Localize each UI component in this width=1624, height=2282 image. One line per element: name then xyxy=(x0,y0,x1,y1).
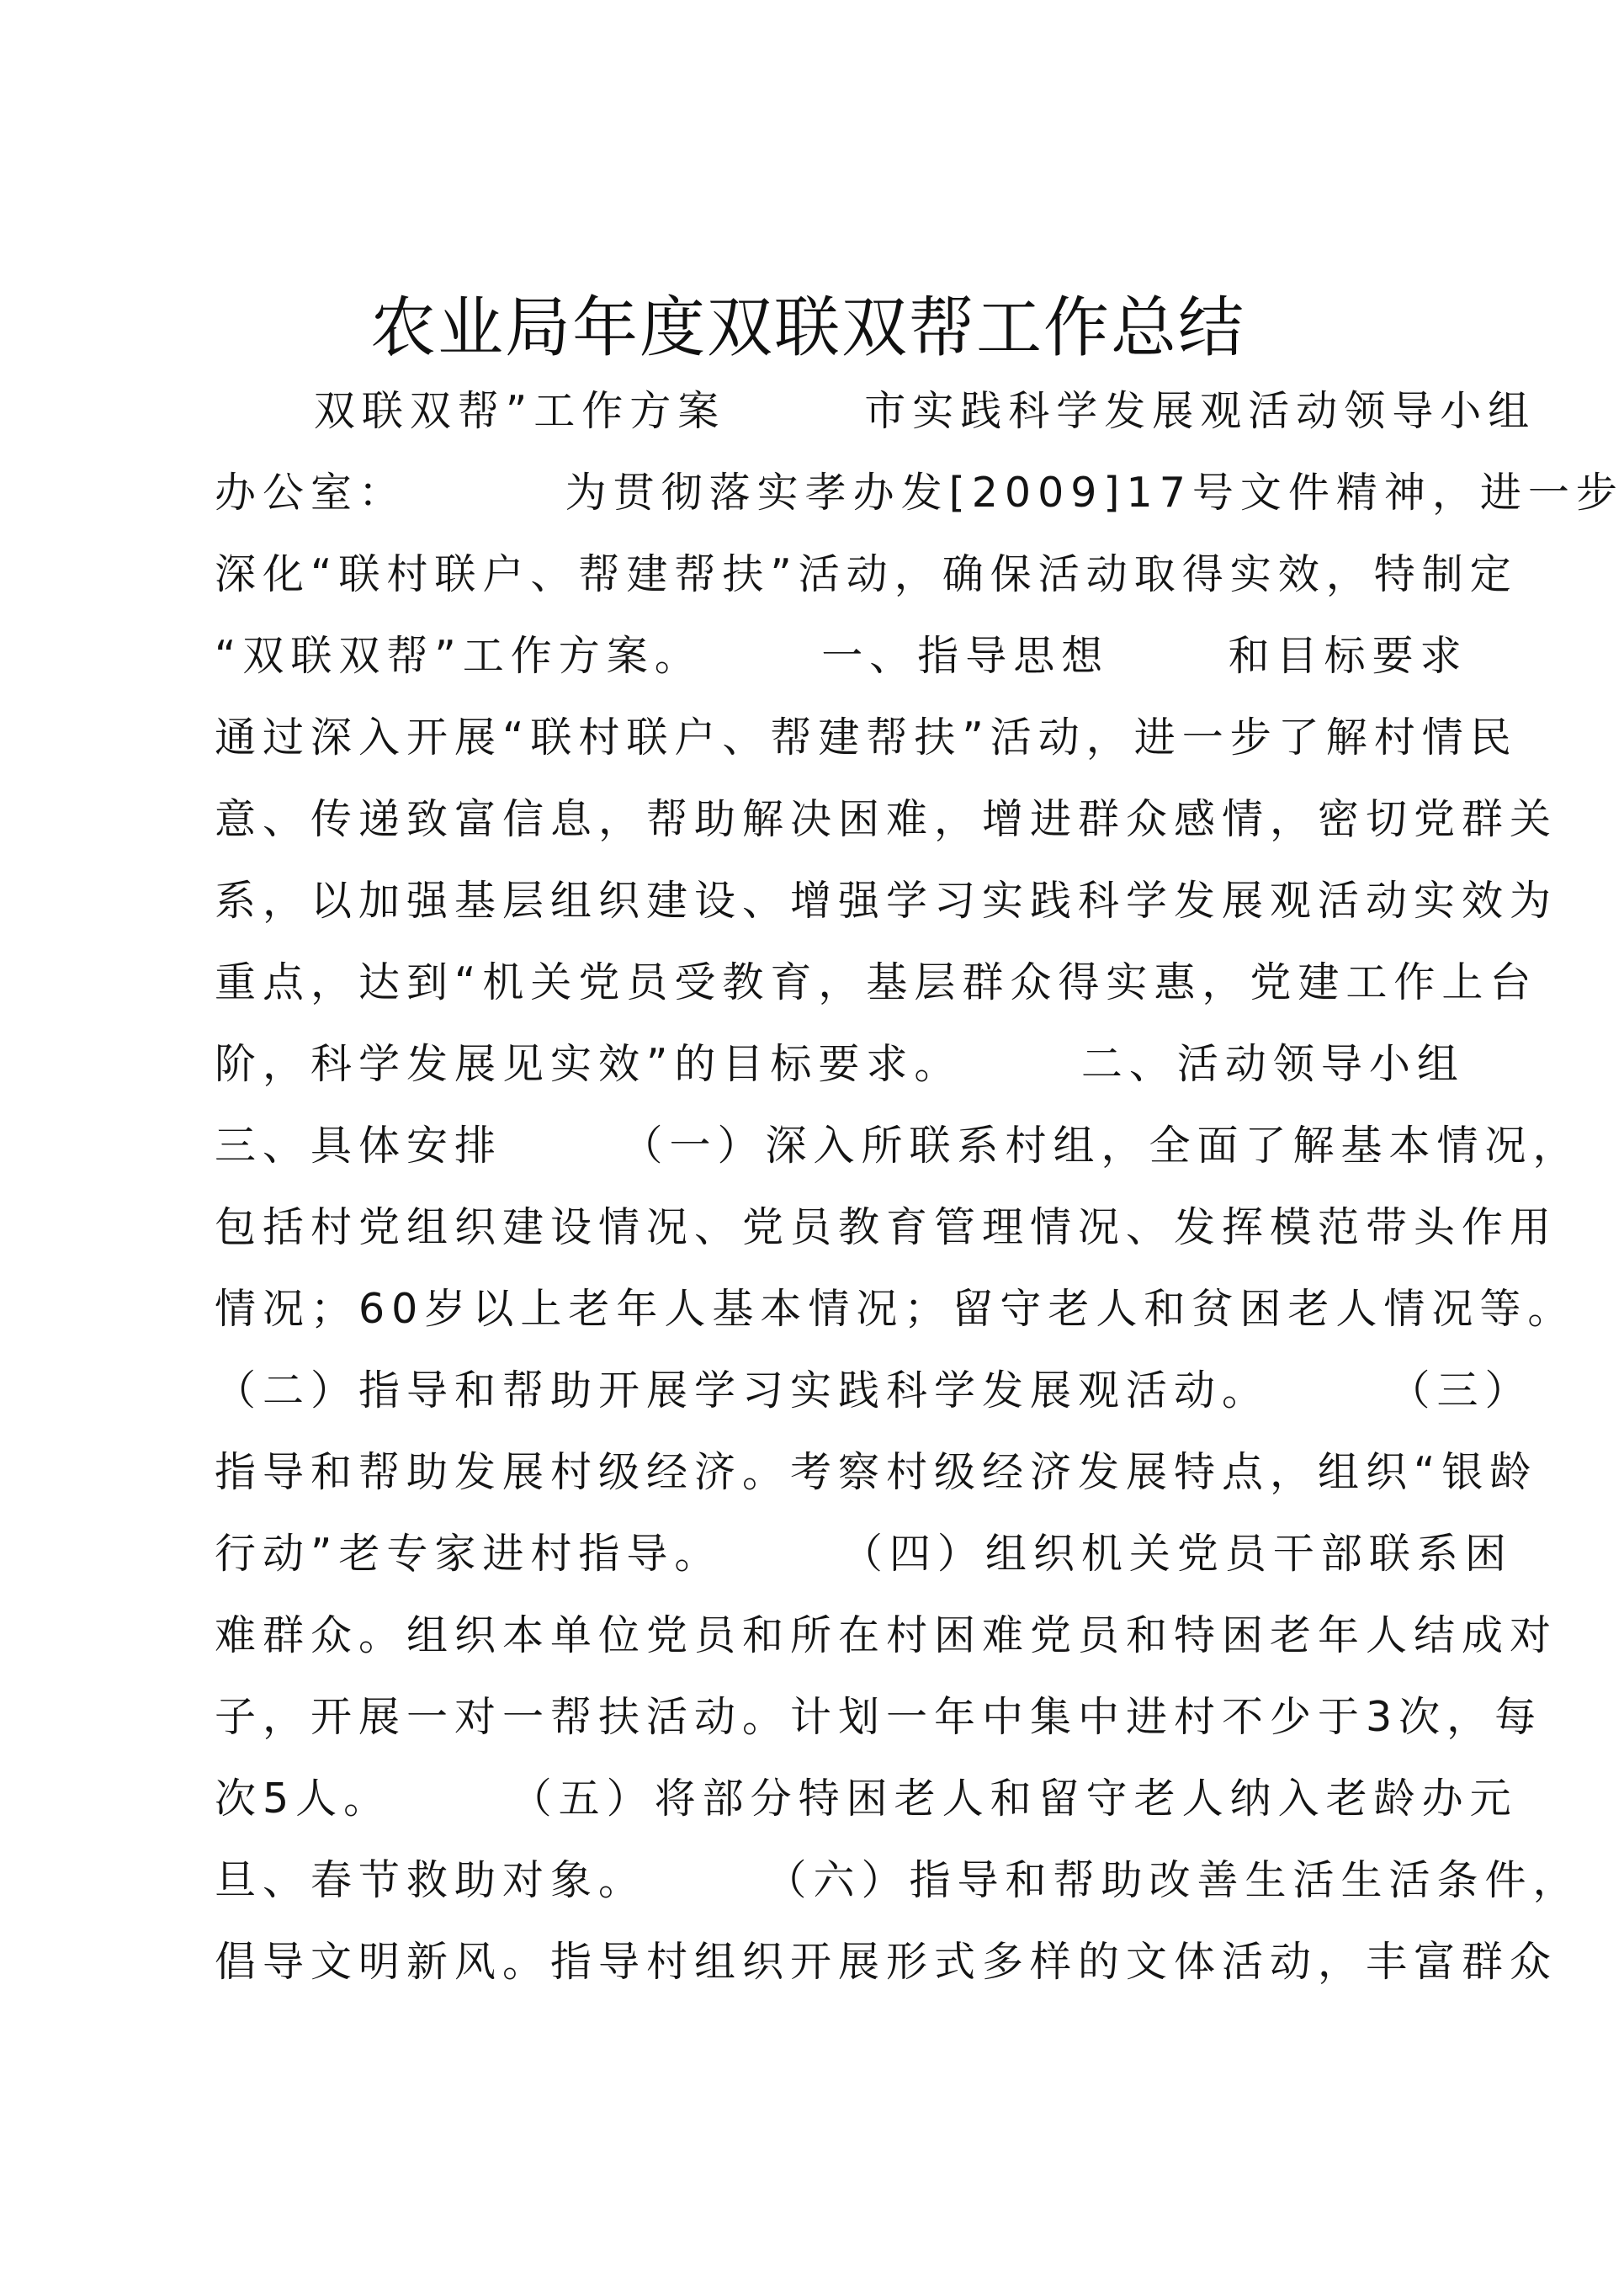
body-line: “双联双帮”工作方案。 一、指导思想 和目标要求 xyxy=(215,632,1468,680)
body-line: 包括村党组织建设情况、党员教育管理情况、发挥模范带头作用 xyxy=(215,1203,1558,1251)
body-line: 系，以加强基层组织建设、增强学习实践科学发展观活动实效为 xyxy=(215,877,1558,925)
body-line: （二）指导和帮助开展学习实践科学发展观活动。 （三） xyxy=(215,1367,1533,1414)
body-line: 情况；60岁以上老年人基本情况；留守老人和贫困老人情况等。 xyxy=(215,1285,1576,1333)
body-line: 通过深入开展“联村联户、帮建帮扶”活动，进一步了解村情民 xyxy=(215,714,1518,762)
document-title: 农业局年度双联双帮工作总结 xyxy=(369,290,1245,366)
body-line: 子，开展一对一帮扶活动。计划一年中集中进村不少于3次，每 xyxy=(215,1693,1543,1741)
body-line: 双联双帮”工作方案 市实践科学发展观活动领导小组 xyxy=(215,387,1536,435)
body-line: 三、具体安排 （一）深入所联系村组，全面了解基本情况， xyxy=(215,1122,1581,1170)
body-line: 指导和帮助发展村级经济。考察村级经济发展特点，组织“银龄 xyxy=(215,1448,1538,1496)
document-body xyxy=(215,370,1624,2003)
body-line: 次5人。 （五）将部分特困老人和留守老人纳入老龄办元 xyxy=(215,1775,1518,1823)
body-line: 重点，达到“机关党员受教育，基层群众得实惠，党建工作上台 xyxy=(215,958,1538,1006)
body-line: 倡导文明新风。指导村组织开展形式多样的文体活动，丰富群众 xyxy=(215,1938,1558,1986)
body-line: 意、传递致富信息，帮助解决困难，增进群众感情，密切党群关 xyxy=(215,795,1558,843)
body-line: 办公室： 为贯彻落实孝办发[2009]17号文件精神，进一步 xyxy=(215,469,1624,517)
body-line: 旦、春节救助对象。 （六）指导和帮助改善生活生活条件， xyxy=(215,1856,1581,1904)
body-line: 深化“联村联户、帮建帮扶”活动，确保活动取得实效，特制定 xyxy=(215,550,1518,598)
body-line: 难群众。组织本单位党员和所在村困难党员和特困老年人结成对 xyxy=(215,1611,1558,1659)
body-line: 行动”老专家进村指导。 （四）组织机关党员干部联系困 xyxy=(215,1530,1513,1578)
body-line: 阶，科学发展见实效”的目标要求。 二、活动领导小组 xyxy=(215,1040,1465,1088)
